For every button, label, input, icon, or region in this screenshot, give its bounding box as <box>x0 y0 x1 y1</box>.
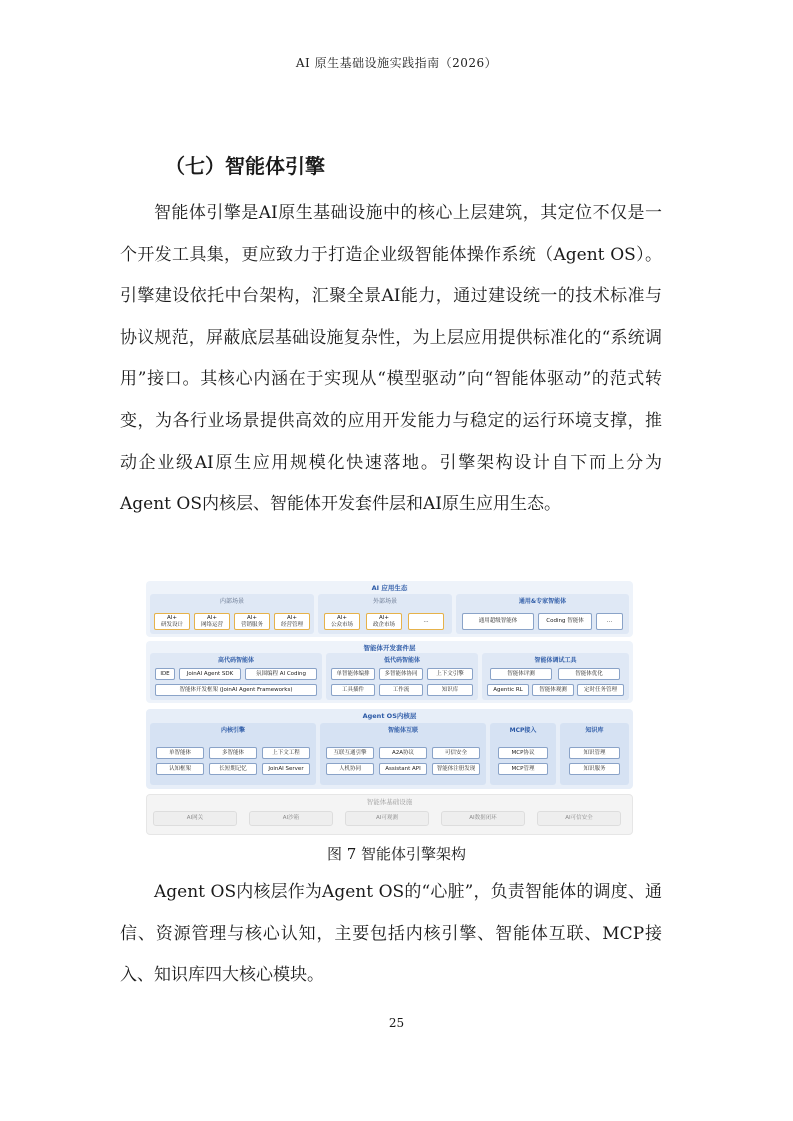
agent-box: ... <box>596 613 623 630</box>
infra-box: AI数据闭环 <box>441 811 525 826</box>
agent-box: 通用超级智能体 <box>462 613 534 630</box>
kernel-box: Assistant API <box>379 763 427 775</box>
dev-box: Agentic RL <box>487 684 529 696</box>
scene-box: AI+ 研发设计 <box>154 613 190 630</box>
external-scenes-title: 外部场景 <box>372 598 397 605</box>
agent-box: Coding 智能体 <box>538 613 592 630</box>
internal-scenes-title: 内部场景 <box>219 598 244 605</box>
group-general-agents <box>456 594 629 634</box>
body-paragraph-1: 智能体引擎是AI原生基础设施中的核心上层建筑，其定位不仅是一个开发工具集，更应致力于打造企业级智能体操作系统（Agent OS）。引擎建设依托中台架构，汇聚全景AI能力，通过建设统一的技术标准与协议规范，屏蔽底层基础设施复杂性，为上层应用提供标准化的“系统调用”接口。其核心内涵在于实现从“模型驱动”向“智能体驱动”的范式转变，为各行业场景提供高效的应用开发能力与稳定的运行环境支撑，推动企业级AI原生应用规模化快速落地。引擎架构设计自下而上分为Agent OS内核层、智能体开发套件层和AI原生应用生态。 <box>120 203 662 515</box>
scene-box: AI+ 营销服务 <box>234 613 270 630</box>
infra-box: AI可信安全 <box>537 811 621 826</box>
group-high-code <box>150 653 322 700</box>
kernel-box: 长短期记忆 <box>209 763 257 775</box>
kernel-box: 可信安全 <box>432 747 480 759</box>
infra-box: AI可观测 <box>345 811 429 826</box>
dev-box: 多智能体协同 <box>379 668 423 680</box>
general-agents-title: 通用&专家智能体 <box>518 598 567 605</box>
group-interconnect <box>320 723 486 785</box>
dev-box: 上下文引擎 <box>427 668 473 680</box>
kernel-box: 智能体注册发现 <box>432 763 480 775</box>
dev-box: 工具插件 <box>331 684 375 696</box>
scene-box: AI+ 经营管理 <box>274 613 310 630</box>
dev-kit-title: 智能体开发套件层 <box>363 644 416 652</box>
infra-title: 智能体基础设施 <box>366 798 413 806</box>
interconnect-title: 智能体互联 <box>387 727 418 734</box>
kernel-box: MCP管理 <box>498 763 548 775</box>
section-heading: （七）智能体引擎 <box>165 154 325 178</box>
debug-tools-title: 智能体调试工具 <box>534 657 577 664</box>
kernel-box: JoinAI Server <box>262 763 310 775</box>
dev-box: JoinAI Agent SDK <box>179 668 241 680</box>
mcp-title: MCP接入 <box>509 727 537 734</box>
dev-box: 氛围编程 AI Coding <box>245 668 317 680</box>
scene-box: AI+ 网络运营 <box>194 613 230 630</box>
kernel-box: 认知框架 <box>156 763 204 775</box>
kernel-box: MCP协议 <box>498 747 548 759</box>
kernel-box: 上下文工程 <box>262 747 310 759</box>
body-paragraph-2: Agent OS内核层作为Agent OS的“心脏”，负责智能体的调度、通信、资源管理与核心认知，主要包括内核引擎、智能体互联、MCP接入、知识库四大核心模块。 <box>120 882 662 986</box>
dev-box: IDE <box>155 668 175 680</box>
group-mcp <box>490 723 556 785</box>
figure-caption: 图 7 智能体引擎架构 <box>326 845 467 863</box>
low-code-title: 低代码智能体 <box>383 657 420 664</box>
running-header: AI 原生基础设施实践指南（2026） <box>295 56 498 70</box>
kernel-engine-title: 内核引擎 <box>220 727 245 734</box>
group-kernel-engine <box>150 723 316 785</box>
high-code-title: 高代码智能体 <box>217 657 254 664</box>
infra-box: AI沙箱 <box>249 811 333 826</box>
kernel-box: A2A协议 <box>379 747 427 759</box>
kernel-box: 人机协同 <box>326 763 374 775</box>
infra-box: AI网关 <box>153 811 237 826</box>
kernel-box: 知识服务 <box>569 763 620 775</box>
dev-box: 智能体评测 <box>490 668 552 680</box>
section-dev-kit <box>146 641 633 703</box>
dev-box: 知识库 <box>427 684 473 696</box>
kernel-box: 互联互通引擎 <box>326 747 374 759</box>
knowledge-base-title: 知识库 <box>585 727 604 734</box>
dev-box: 工作流 <box>379 684 423 696</box>
kernel-box: 单智能体 <box>156 747 204 759</box>
group-knowledge-base <box>560 723 629 785</box>
section-app-ecosystem <box>146 581 633 637</box>
dev-box: 单智能体编排 <box>331 668 375 680</box>
page-number: 25 <box>388 1016 405 1030</box>
scene-box: AI+ 政企市场 <box>366 613 402 630</box>
scene-box: ... <box>408 613 444 630</box>
kernel-box: 知识管理 <box>569 747 620 759</box>
dev-box: 智能体观测 <box>532 684 574 696</box>
group-debug-tools <box>482 653 629 700</box>
app-eco-title: AI 应用生态 <box>371 584 408 592</box>
scene-box: AI+ 公众市场 <box>324 613 360 630</box>
dev-box: 定时任务管理 <box>577 684 624 696</box>
kernel-box: 多智能体 <box>209 747 257 759</box>
dev-box: 智能体优化 <box>558 668 620 680</box>
group-internal-scenes <box>150 594 314 634</box>
dev-box: 智能体开发框架 (JoinAI Agent Frameworks) <box>155 684 317 696</box>
architecture-diagram <box>146 581 633 835</box>
section-infrastructure <box>146 794 633 835</box>
group-external-scenes <box>318 594 452 634</box>
group-low-code <box>326 653 478 700</box>
kernel-title: Agent OS内核层 <box>362 712 417 720</box>
section-kernel <box>146 709 633 789</box>
